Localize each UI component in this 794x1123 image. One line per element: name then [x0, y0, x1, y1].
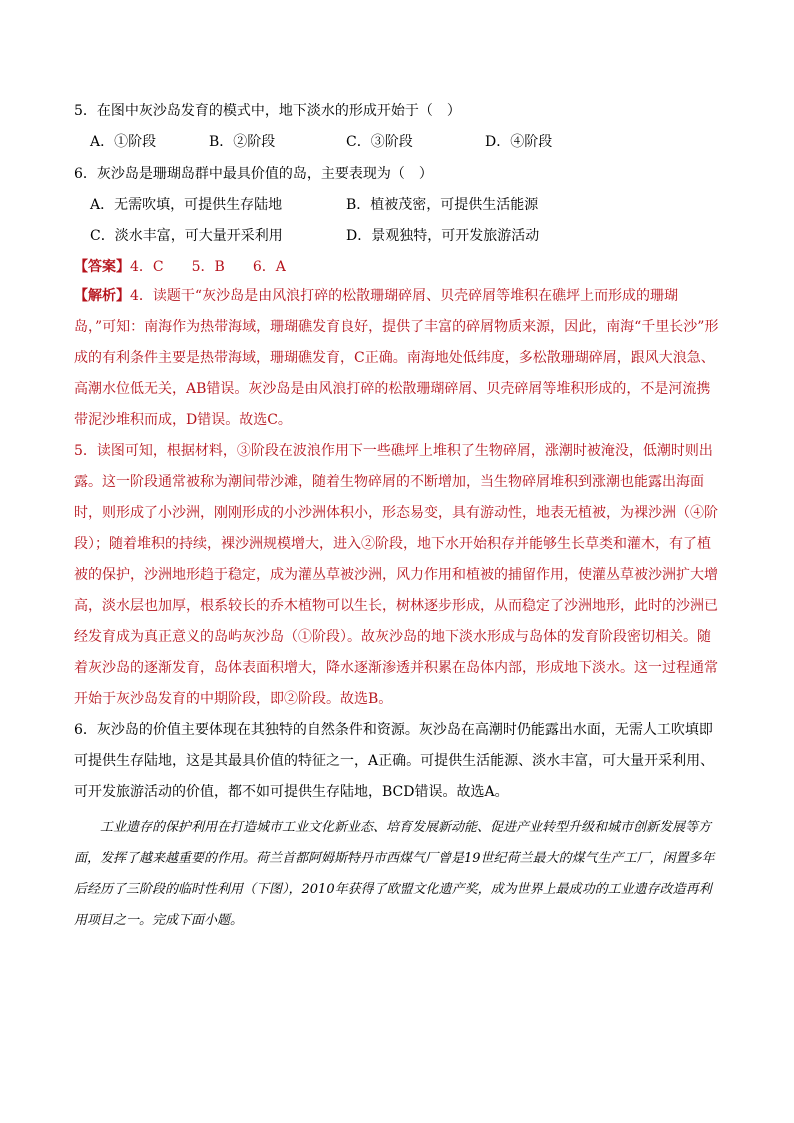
analysis-paragraph-5: 5．读图可知，根据材料，③阶段在波浪作用下一些礁坪上堆积了生物碎屑，涨潮时被淹没，低潮时则出露。这一阶段通常被称为潮间带沙滩，随着生物碎屑的不断增加，当生物碎屑堆积到涨潮也能露出海面时，则形成了小沙洲，刚刚形成的小沙洲体积小，形态易变，具有游动性，地表无植被，为裸沙洲（④阶段）；随着堆积的持续，裸沙洲规模增大，进入②阶段，地下水开始积存并能够生长草类和灌木，有了植被的保护，沙洲地形趋于稳定，成为灌丛草被沙洲，风力作用和植被的捕留作用，使灌丛草被沙洲扩大增高，淡水层也加厚，根系较长的乔木植物可以生长，树林逐步形成，从而稳定了沙洲地形，此时的沙洲已经发育成为真正意义的岛屿灰沙岛（①阶段）。故灰沙岛的地下淡水形成与岛体的发育阶段密切相关。随着灰沙岛的逐渐发育，岛体表面积增大，降水逐渐渗透并积累在岛体内部，形成地下淡水。这一过程通常开始于灰沙岛发育的中期阶段，即②阶段。故选B。 — [74, 443, 718, 707]
answer-line — [74, 257, 286, 277]
answer-text: 4．C 5．B 6．A — [130, 259, 286, 275]
q6-option-c: C．淡水丰富，可大量开采利用 — [90, 228, 283, 244]
q6-option-b: B．植被茂密，可提供生活能源 — [346, 197, 539, 213]
analysis-paragraph-6: 6．灰沙岛的价值主要体现在其独特的自然条件和资源。灰沙岛在高潮时仍能露出水面，无需人工吹填即可提供生存陆地，这是其最具价值的特征之一，A正确。可提供生活能源、淡水丰富，可大量开采利用、可开发旅游活动的价值，都不如可提供生存陆地，BCD错误。故选A。 — [74, 722, 715, 800]
analysis-4-text: 4．读题干“灰沙岛是由风浪打碎的松散珊瑚碎屑、贝壳碎屑等堆积在礁坪上而形成的珊瑚岛，”可知：南海作为热带海域，珊瑚礁发育良好，提供了丰富的碎屑物质来源，因此，南海“千里长沙”形成的有利条件主要是热带海域，珊瑚礁发育，C正确。南海地处低纬度，多松散珊瑚碎屑，跟风大浪急、高潮水位低无关，AB错误。灰沙岛是由风浪打碎的松散珊瑚碎屑、贝壳碎屑等堆积形成的，不是河流携带泥沙堆积而成，D错误。故选C。 — [74, 288, 719, 428]
answer-label: 【答案】 — [74, 259, 130, 275]
question-5-stem: 5．在图中灰沙岛发育的模式中，地下淡水的形成开始于（ ） — [74, 103, 461, 119]
q5-option-b: B．②阶段 — [209, 134, 276, 150]
q5-option-d: D．④阶段 — [485, 134, 553, 150]
question-6-stem: 6．灰沙岛是珊瑚岛群中最具价值的岛，主要表现为（ ） — [74, 166, 433, 182]
q6-option-a: A．无需吹填，可提供生存陆地 — [90, 197, 283, 213]
analysis-label: 【解析】 — [74, 288, 130, 304]
q5-option-c: C．③阶段 — [346, 134, 413, 150]
q6-option-d: D．景观独特，可开发旅游活动 — [346, 228, 540, 244]
material-paragraph: 工业遗存的保护利用在打造城市工业文化新业态、培育发展新动能、促进产业转型升级和城市创新发展等方面，发挥了越来越重要的作用。荷兰首都阿姆斯特丹市西煤气厂曾是19世纪荷兰最大的煤气生产工厂，闲置多年后经历了三阶段的临时性利用（下图），2010年获得了欧盟文化遗产奖，成为世界上最成功的工业遗存改造再利用项目之一。完成下面小题。 — [74, 820, 715, 928]
analysis-paragraph-4 — [74, 281, 720, 436]
q5-option-a: A．①阶段 — [90, 134, 157, 150]
